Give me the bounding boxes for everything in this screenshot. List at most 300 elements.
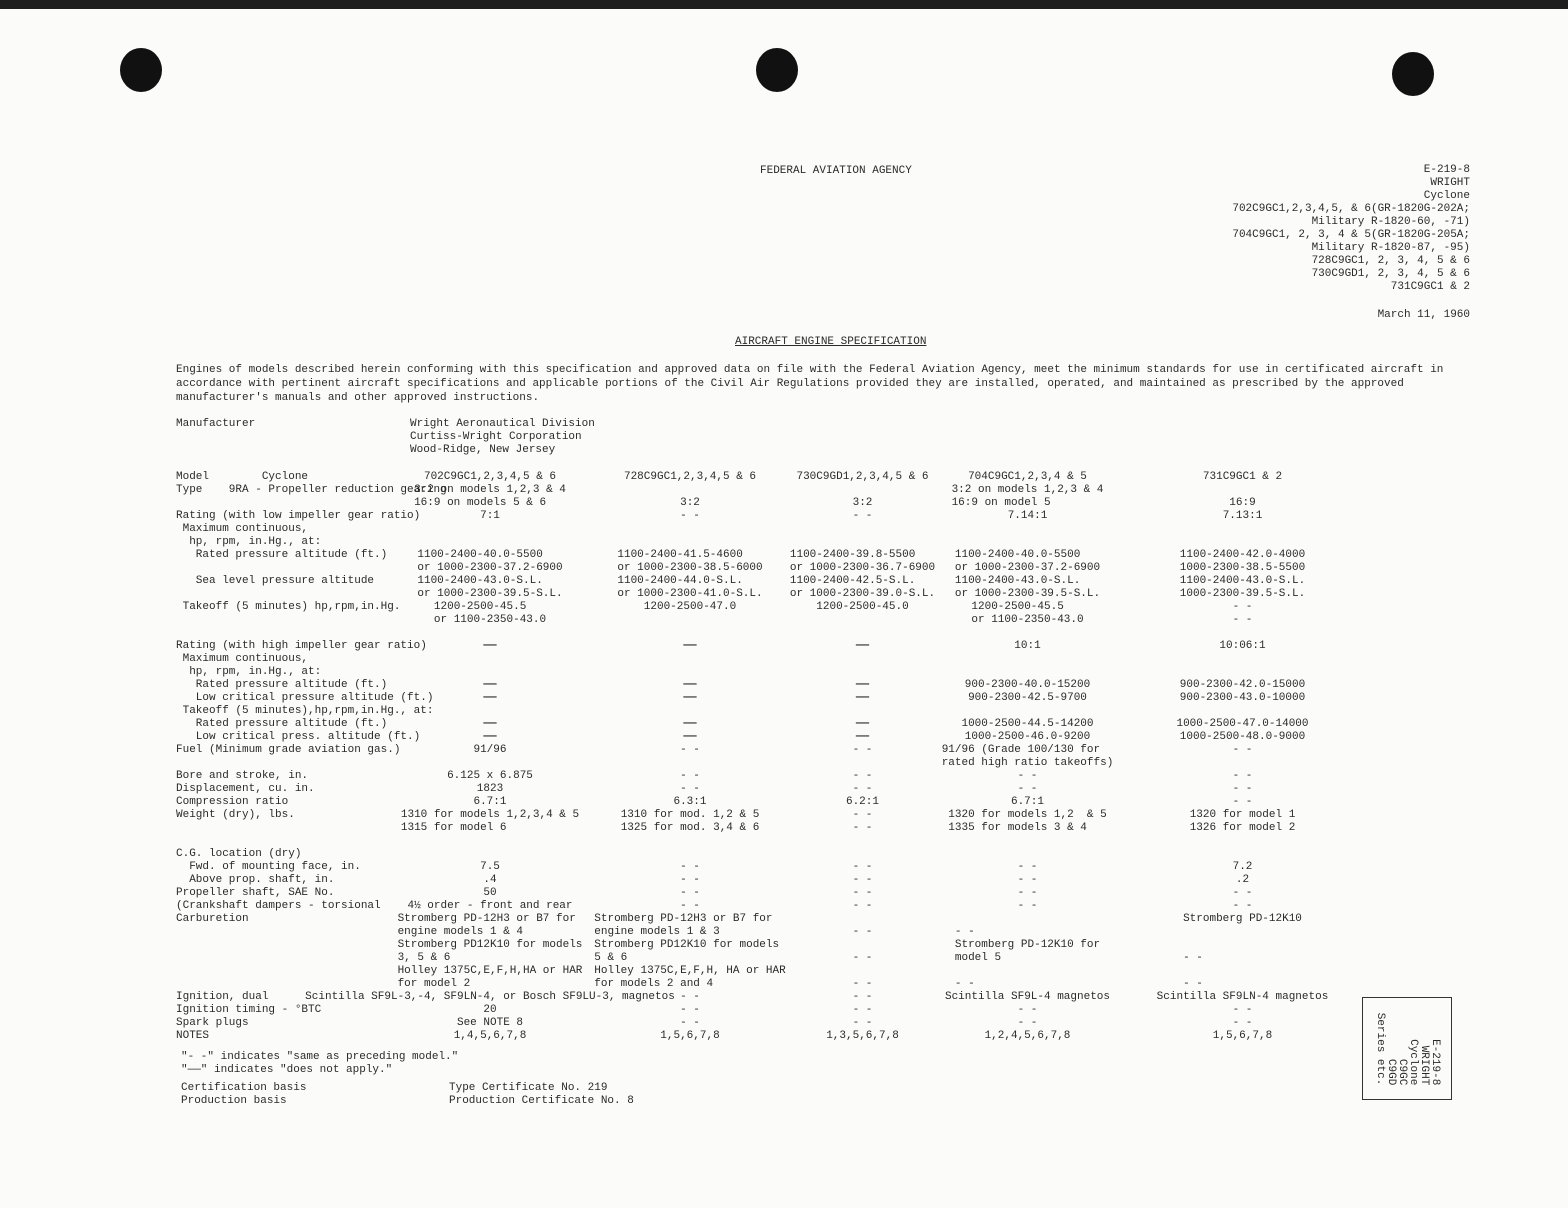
spec-cell-model-col-5 <box>1150 796 1335 809</box>
spec-cell-value: - - <box>680 900 700 912</box>
spec-cell-value: —— <box>483 731 497 743</box>
spec-cell-model-col-4 <box>945 1004 1110 1017</box>
spec-cell-value: 10:1 <box>1014 640 1041 652</box>
spec-row-label: Propeller shaft, SAE No. <box>176 887 335 899</box>
spec-cell-model-col-3 <box>780 1004 945 1017</box>
spec-row <box>176 471 1376 484</box>
spec-cell-model-col-5 <box>1150 731 1335 744</box>
identifier-line: E-219-8 <box>1423 164 1470 176</box>
production-basis-label: Production basis <box>181 1095 287 1107</box>
spec-row <box>176 679 1376 692</box>
spec-cell-model-col-4 <box>945 575 1110 601</box>
spec-row <box>176 510 1376 523</box>
spec-cell-value: 91/96 (Grade 100/130 for rated high ratio takeoffs) <box>941 744 1114 769</box>
spec-cell-value: 728C9GC1,2,3,4,5 & 6 <box>623 471 757 483</box>
spec-cell-value: - - <box>680 874 700 886</box>
spec-cell-value: 702C9GC1,2,3,4,5 & 6 <box>423 471 557 483</box>
spec-date: March 11, 1960 <box>1377 309 1470 321</box>
spec-row <box>176 913 1376 991</box>
spec-cell-model-col-1 <box>400 640 580 653</box>
spec-cell-value: - - - - <box>1232 601 1253 626</box>
spec-cell-model-col-4 <box>945 484 1110 510</box>
spec-cell-model-col-2 <box>600 900 780 913</box>
spec-row-label: Carburetion <box>176 913 249 925</box>
spec-cell-model-col-4 <box>945 601 1110 627</box>
spec-cell-model-col-4 <box>945 692 1110 705</box>
spec-row <box>176 718 1376 731</box>
spec-cell-model-col-4 <box>945 679 1110 692</box>
spec-cell-value: - - - - <box>852 809 873 834</box>
spec-row-label: Model Cyclone <box>176 471 309 483</box>
manufacturer-label: Manufacturer <box>176 418 256 430</box>
spec-cell-model-col-4 <box>945 796 1110 809</box>
spec-row-label: NOTES <box>176 1030 210 1042</box>
spec-cell-model-col-3 <box>780 809 945 835</box>
punch-hole <box>120 48 162 92</box>
spec-cell-value: 1100-2400-40.0-5500 or 1000-2300-37.2-6900 <box>954 549 1101 574</box>
spec-cell-value: 900-2300-42.5-9700 <box>968 692 1087 704</box>
spec-row <box>176 991 1376 1004</box>
spec-cell-value: 91/96 <box>473 744 507 756</box>
spec-cell-value: 6.7:1 <box>473 796 507 808</box>
spec-row-label: hp, rpm, in.Hg., at: <box>176 666 322 678</box>
spec-row-label: C.G. location (dry) <box>176 848 302 860</box>
spec-cell-model-col-5 <box>1150 692 1335 705</box>
spec-cell-value: 3:2 on models 1,2,3 & 4 16:9 on model 5 <box>951 484 1104 509</box>
spec-row <box>176 536 1376 549</box>
spec-cell-value: - - <box>852 770 873 782</box>
spec-row-label: hp, rpm, in.Hg., at: <box>176 536 322 548</box>
spec-row-label: Takeoff (5 minutes),hp,rpm,in.Hg., at: <box>176 705 434 717</box>
punch-hole <box>756 48 798 92</box>
legend <box>181 1051 458 1077</box>
identifier-line: Military R-1820-60, -71) <box>1311 216 1470 228</box>
spec-cell-model-col-4 <box>941 744 1114 770</box>
spec-cell-value: Scintilla SF9L-3,-4, SF9LN-4, or Bosch SF9LU-3, magnetos <box>305 991 675 1003</box>
identifier-line: 704C9GC1, 2, 3, 4 & 5(GR-1820G-205A; <box>1232 229 1470 241</box>
spec-cell-model-col-1 <box>400 900 580 913</box>
spec-row <box>176 666 1376 679</box>
spec-row <box>176 653 1376 666</box>
spec-cell-model-col-3 <box>780 796 945 809</box>
spec-cell-model-col-2 <box>600 809 780 835</box>
spec-cell-value: 10:06:1 <box>1219 640 1266 652</box>
spec-cell-value: —— <box>683 692 697 704</box>
spec-cell-value: 1200-2500-45.0 <box>816 601 909 613</box>
spec-cell-model-col-2 <box>600 770 780 783</box>
spec-cell-value: - - <box>680 991 700 1003</box>
spec-row <box>176 744 1376 770</box>
spec-cell-value: - - <box>852 1017 873 1029</box>
spec-cell-value: Scintilla SF9LN-4 magnetos <box>1156 991 1329 1003</box>
spec-cell-value: - - Stromberg PD-12K10 for model 5 - - <box>954 926 1101 990</box>
spec-row <box>176 575 1376 601</box>
identifier-line: WRIGHT <box>1430 177 1470 189</box>
spec-cell-value: - - <box>1017 900 1038 912</box>
spec-cell-value: 1,3,5,6,7,8 <box>826 1030 899 1042</box>
spec-cell-model-col-3 <box>780 900 945 913</box>
spec-cell-value: - - <box>852 861 873 873</box>
spec-cell-value: See NOTE 8 <box>456 1017 523 1029</box>
spec-row <box>176 783 1376 796</box>
spec-cell-value: Stromberg PD-12K10 - - - - <box>1183 913 1302 990</box>
spec-cell-model-col-5 <box>1150 887 1335 900</box>
spec-cell-value: 3:2 <box>680 497 700 509</box>
spec-cell-value: - - <box>680 744 700 756</box>
spec-row <box>176 484 1376 510</box>
cert-basis-value: Type Certificate No. 219 <box>449 1082 608 1094</box>
spec-cell-model-col-4 <box>945 783 1110 796</box>
spec-cell-model-col-3 <box>780 718 945 731</box>
spec-cell-model-col-1 <box>400 510 580 523</box>
spec-row-label: Low critical press. altitude (ft.) <box>176 731 421 743</box>
spec-row-label: Spark plugs <box>176 1017 249 1029</box>
spec-cell-value: 6.125 x 6.875 <box>447 770 533 782</box>
spec-cell-model-col-2 <box>594 913 786 991</box>
spec-cell-value: 731C9GC1 & 2 <box>1202 471 1283 483</box>
spec-cell-model-col-5 <box>1150 783 1335 796</box>
intro-paragraph: Engines of models described herein conforming with this specification and approved data on file with the Federal Aviation Agency, meet the minimum standards for use in certificated aircraft in accordance with pertinent aircraft specifications and applicable portions of the Civil Air Regulations provided they are installed, operated, and maintained as prescribed by the approved manufacturer's manuals and other approved instructions. <box>176 364 1444 404</box>
spec-cell-model-col-3 <box>780 991 945 1004</box>
spec-cell-value: —— <box>855 640 870 652</box>
spec-row <box>176 731 1376 744</box>
spec-cell-value: 20 <box>483 1004 497 1016</box>
spec-cell-model-col-2 <box>600 861 780 874</box>
spec-cell-value: —— <box>483 679 497 691</box>
spec-cell-model-col-5 <box>1150 1004 1335 1017</box>
spec-cell-value: 1200-2500-45.5 or 1100-2350-43.0 <box>971 601 1084 626</box>
spec-cell-value: 6.2:1 <box>845 796 879 808</box>
identifier-line: Cyclone <box>1423 190 1470 202</box>
spec-cell-model-col-3 <box>780 783 945 796</box>
spec-cell-model-col-4 <box>945 731 1110 744</box>
spec-cell-model-col-3 <box>780 874 945 887</box>
spec-cell-value: Stromberg PD-12H3 or B7 for engine models 1 & 4 Stromberg PD12K10 for models 3, 5 & 6 Holley 1375C,E,F,H,HA or HAR for model 2 <box>397 913 583 990</box>
spec-cell-model-col-2 <box>600 887 780 900</box>
spec-cell-value: 1200-2500-45.5 or 1100-2350-43.0 <box>433 601 547 626</box>
spec-row <box>176 523 1376 536</box>
spec-cell-model-col-2 <box>600 1017 780 1030</box>
spec-cell-model-col-5 <box>1150 471 1335 484</box>
spec-cell-value: - - <box>852 510 873 522</box>
spec-cell-model-col-2 <box>600 796 780 809</box>
spec-cell-model-col-4 <box>945 1017 1110 1030</box>
spec-row-label: Ignition timing - °BTC <box>176 1004 322 1016</box>
spec-cell-model-col-2 <box>600 731 780 744</box>
identifier-line: 728C9GC1, 2, 3, 4, 5 & 6 <box>1311 255 1470 267</box>
spec-cell-value: 3:2 on models 1,2,3 & 4 16:9 on models 5 & 6 <box>414 484 566 509</box>
spec-cell-model-col-5 <box>1150 913 1335 991</box>
spec-cell-model-col-5 <box>1150 809 1335 835</box>
spec-cell-model-col-1 <box>397 913 583 991</box>
spec-cell-model-col-3 <box>780 510 945 523</box>
spec-cell-model-col-5 <box>1150 510 1335 523</box>
spec-row <box>176 887 1376 900</box>
spec-cell-value: .4 <box>483 874 497 886</box>
production-basis-value: Production Certificate No. 8 <box>449 1095 634 1107</box>
spec-cell-model-col-4 <box>945 640 1110 653</box>
spec-cell-model-col-5 <box>1150 874 1335 887</box>
spec-cell-value: 1100-2400-39.8-5500 or 1000-2300-36.7-6900 <box>789 549 936 574</box>
spec-cell-model-col-4 <box>945 900 1110 913</box>
spec-cell-model-col-1 <box>400 861 580 874</box>
spec-row <box>176 874 1376 887</box>
spec-row-label: Displacement, cu. in. <box>176 783 315 795</box>
spec-cell-model-col-1 <box>400 770 580 783</box>
agency-heading: FEDERAL AVIATION AGENCY <box>760 165 912 177</box>
spec-cell-value: 1100-2400-43.0-S.L. or 1000-2300-39.5-S.L. <box>417 575 563 600</box>
spec-cell-model-col-3 <box>780 1030 945 1043</box>
spec-cell-model-col-2 <box>600 549 780 575</box>
spec-cell-value: 1,4,5,6,7,8 <box>453 1030 527 1042</box>
spec-cell-model-col-2 <box>600 874 780 887</box>
punch-hole <box>1392 52 1434 96</box>
spec-cell-model-col-2 <box>600 640 780 653</box>
spec-cell-model-col-5 <box>1150 549 1335 575</box>
spec-row-label: Bore and stroke, in. <box>176 770 309 782</box>
spec-cell-value: .2 <box>1235 874 1250 886</box>
certification-labels <box>181 1082 306 1108</box>
spec-cell-model-col-5 <box>1150 640 1335 653</box>
spec-row <box>176 848 1376 861</box>
spec-cell-model-col-5 <box>1150 484 1335 510</box>
spec-cell-value: 1,2,4,5,6,7,8 <box>984 1030 1071 1042</box>
spec-cell-value: - - <box>680 861 700 873</box>
spec-cell-value: - - <box>680 1004 700 1016</box>
spec-cell-value: 16:9 <box>1229 497 1256 509</box>
spec-row <box>176 770 1376 783</box>
legend-line: "——" indicates "does not apply." <box>181 1064 393 1076</box>
manufacturer-value: Wright Aeronautical Division Curtiss-Wright Corporation Wood-Ridge, New Jersey <box>410 418 595 456</box>
spec-cell-model-col-3 <box>780 692 945 705</box>
spec-cell-value: - - <box>852 874 873 886</box>
identifier-line: Military R-1820-87, -95) <box>1311 242 1470 254</box>
spec-cell-value: - - <box>852 744 873 756</box>
spec-cell-model-col-2 <box>600 510 780 523</box>
spec-cell-value: 1100-2400-43.0-S.L. 1000-2300-39.5-S.L. <box>1179 575 1306 600</box>
spec-cell-model-col-4 <box>945 718 1110 731</box>
spec-cell-value: - - <box>1017 887 1038 899</box>
spec-cell-model-col-3 <box>780 679 945 692</box>
spec-cell-model-col-2 <box>600 783 780 796</box>
spec-cell-value: 1200-2500-47.0 <box>643 601 737 613</box>
spec-cell-value: 1000-2500-48.0-9000 <box>1179 731 1306 743</box>
spec-cell-value: - - <box>852 783 873 795</box>
spec-cell-value: 1823 <box>476 783 504 795</box>
side-index-tab <box>1362 997 1452 1100</box>
spec-cell-value: —— <box>683 718 697 730</box>
spec-cell-model-col-3 <box>780 575 945 601</box>
spec-cell-value: - - <box>680 770 700 782</box>
spec-cell-model-col-5 <box>1150 679 1335 692</box>
spec-cell-model-col-3 <box>780 1017 945 1030</box>
spec-cell-model-col-2 <box>600 484 780 510</box>
spec-cell-model-col-1 <box>400 679 580 692</box>
spec-cell-value: 1310 for mod. 1,2 & 5 1325 for mod. 3,4 & 6 <box>620 809 760 834</box>
spec-cell-value: 704C9GC1,2,3,4 & 5 <box>968 471 1087 483</box>
spec-cell-model-col-2 <box>600 718 780 731</box>
spec-row-label: Low critical pressure altitude (ft.) <box>176 692 434 704</box>
spec-cell-model-col-1 <box>400 744 580 757</box>
spec-cell-model-col-1 <box>400 692 580 705</box>
spec-cell-value: —— <box>483 692 497 704</box>
spec-cell-value: - - <box>852 900 873 912</box>
spec-cell-model-col-2 <box>600 1030 780 1043</box>
spec-cell-value: 1320 for model 1 1326 for model 2 <box>1189 809 1296 834</box>
spec-cell-value: —— <box>855 731 870 743</box>
identifier-line: 730C9GD1, 2, 3, 4, 5 & 6 <box>1311 268 1470 280</box>
spec-cell-model-col-1 <box>400 718 580 731</box>
certification-values <box>449 1082 634 1108</box>
spec-cell-model-col-5 <box>1150 575 1335 601</box>
spec-cell-value: 1100-2400-40.0-5500 or 1000-2300-37.2-6900 <box>417 549 563 574</box>
spec-row <box>176 900 1376 913</box>
spec-cell-value: Stromberg PD-12H3 or B7 for engine models 1 & 3 Stromberg PD12K10 for models 5 & 6 Holley 1375C,E,F,H, HA or HAR for models 2 and 4 <box>594 913 786 990</box>
spec-cell-model-col-5 <box>1150 991 1335 1004</box>
spec-cell-value: - - <box>1232 770 1253 782</box>
spec-cell-model-col-4 <box>945 809 1110 835</box>
spec-cell-model-col-4 <box>945 874 1110 887</box>
spec-cell-model-col-5 <box>1150 744 1335 757</box>
spec-cell-model-col-1 <box>400 874 580 887</box>
spec-row-label: Maximum continuous, <box>176 523 309 535</box>
spec-cell-model-col-1 <box>400 1017 580 1030</box>
spec-cell-model-col-3 <box>780 640 945 653</box>
spec-cell-model-col-5 <box>1150 770 1335 783</box>
spec-cell-model-col-5 <box>1150 1030 1335 1043</box>
spec-identifier-block <box>1232 164 1470 294</box>
spec-cell-model-col-2 <box>600 744 780 757</box>
spec-cell-model-col-4 <box>945 1030 1110 1043</box>
spec-row-label: Sea level pressure altitude <box>176 575 375 587</box>
spec-cell-value: 7.13:1 <box>1222 510 1263 522</box>
spec-cell-model-col-5 <box>1150 861 1335 874</box>
spec-row <box>176 861 1376 874</box>
spec-cell-model-col-1 <box>400 575 580 601</box>
spec-cell-value: 1000-2500-44.5-14200 <box>961 718 1094 730</box>
spec-cell-value: —— <box>683 679 697 691</box>
spec-row-label: Rating (with low impeller gear ratio) <box>176 510 421 522</box>
spec-row <box>176 601 1376 627</box>
spec-cell-value: 1100-2400-42.0-4000 1000-2300-38.5-5500 <box>1179 549 1306 574</box>
spec-cell-value: - - <box>680 887 700 899</box>
spec-cell-model-col-1 <box>400 484 580 510</box>
spec-cell-model-col-1 <box>400 783 580 796</box>
spec-cell-model-col-3 <box>780 913 945 991</box>
spec-cell-value: 730C9GD1,2,3,4,5 & 6 <box>796 471 929 483</box>
spec-cell-value: - - <box>1232 744 1253 756</box>
spec-cell-value: - - <box>680 1017 700 1029</box>
spec-cell-model-col-5 <box>1150 718 1335 731</box>
spec-cell-model-col-4 <box>945 991 1110 1004</box>
spec-cell-model-col-4 <box>945 887 1110 900</box>
spec-row-label: Ignition, dual <box>176 991 269 1003</box>
spec-cell-value: - - <box>1232 887 1253 899</box>
spec-row-label: Takeoff (5 minutes) hp,rpm,in.Hg. <box>176 601 401 613</box>
spec-cell-model-col-1 <box>400 549 580 575</box>
legend-line: "- -" indicates "same as preceding model." <box>181 1051 459 1063</box>
spec-row-label: Fwd. of mounting face, in. <box>176 861 361 873</box>
spec-cell-model-col-5 <box>1150 900 1335 913</box>
spec-cell-model-col-3 <box>780 601 945 614</box>
spec-cell-model-col-5 <box>1150 601 1335 627</box>
spec-row <box>176 705 1376 718</box>
spec-cell-model-col-4 <box>945 471 1110 484</box>
spec-cell-value: - - <box>852 1004 873 1016</box>
spec-cell-model-col-3 <box>780 549 945 575</box>
spec-cell-value: - - <box>1232 900 1253 912</box>
spec-cell-model-col-3 <box>780 731 945 744</box>
spec-cell-value: 7:1 <box>480 510 500 522</box>
spec-cell-value: - - <box>680 510 700 522</box>
spec-cell-value: 900-2300-40.0-15200 <box>964 679 1091 691</box>
spec-cell-value: 7.5 <box>480 861 500 873</box>
cert-basis-label: Certification basis <box>181 1082 307 1094</box>
spec-cell-value: —— <box>855 692 870 704</box>
spec-cell-model-col-1 <box>400 887 580 900</box>
spec-cell-value: 1100-2400-42.5-S.L. or 1000-2300-39.0-S.L. <box>789 575 936 600</box>
spec-row <box>176 692 1376 705</box>
spec-cell-value: 50 <box>483 887 497 899</box>
spec-row-label: (Crankshaft dampers - torsional <box>176 900 381 912</box>
spec-cell-model-col-3 <box>780 770 945 783</box>
spec-row <box>176 796 1376 809</box>
spec-cell-model-col-2 <box>600 471 780 484</box>
spec-row-label: Weight (dry), lbs. <box>176 809 295 821</box>
spec-cell-value: - - <box>852 887 873 899</box>
spec-cell-model-col-2 <box>600 991 780 1004</box>
spec-cell-value: - - <box>1232 1004 1253 1016</box>
spec-cell-value: - - <box>1232 796 1253 808</box>
spec-cell-value: 1310 for models 1,2,3,4 & 5 1315 for model 6 <box>400 809 580 834</box>
spec-cell-value: 1000-2500-46.0-9200 <box>964 731 1091 743</box>
spec-cell-value: Scintilla SF9L-4 magnetos <box>944 991 1111 1003</box>
document-title: AIRCRAFT ENGINE SPECIFICATION <box>735 336 927 348</box>
spec-cell-value: - - <box>680 783 700 795</box>
spec-row <box>176 1030 1376 1043</box>
spec-cell-model-col-2 <box>600 575 780 601</box>
spec-row-label: Type 9RA - Propeller reduction gearing <box>176 484 447 496</box>
spec-cell-value: - - <box>1017 861 1038 873</box>
spec-row-label: Above prop. shaft, in. <box>176 874 335 886</box>
spec-cell-model-col-1 <box>400 796 580 809</box>
spec-row-label: Maximum continuous, <box>176 653 309 665</box>
spec-row-label: Compression ratio <box>176 796 289 808</box>
spec-cell-model-col-1 <box>400 731 580 744</box>
spec-cell-model-col-3 <box>780 471 945 484</box>
spec-row-label: Fuel (Minimum grade aviation gas.) <box>176 744 401 756</box>
spec-cell-model-col-1 <box>400 471 580 484</box>
spec-cell-model-col-1 <box>400 1030 580 1043</box>
scan-top-edge <box>0 0 1568 9</box>
spec-cell-value: —— <box>855 718 870 730</box>
spec-cell-value: 6.7:1 <box>1010 796 1044 808</box>
spec-cell-value: 1,5,6,7,8 <box>660 1030 720 1042</box>
spec-row <box>176 1004 1376 1017</box>
spec-cell-model-col-4 <box>945 861 1110 874</box>
spec-cell-model-col-1 <box>400 809 580 835</box>
spec-cell-value: —— <box>683 640 697 652</box>
spec-cell-model-col-2 <box>600 679 780 692</box>
side-index-text: E-219-8 WRIGHT Cyclone C9GC C9GD Series etc. <box>1374 1012 1441 1085</box>
spec-cell-model-col-4 <box>945 770 1110 783</box>
spec-cell-model-col-2 <box>600 1004 780 1017</box>
spec-cell-value: 1100-2400-41.5-4600 or 1000-2300-38.5-6000 <box>617 549 763 574</box>
spec-row-label: Rating (with high impeller gear ratio) <box>176 640 427 652</box>
spec-cell-model-col-4 <box>945 913 1110 991</box>
spec-cell-value: 6.3:1 <box>673 796 707 808</box>
spec-table <box>176 471 1376 1043</box>
